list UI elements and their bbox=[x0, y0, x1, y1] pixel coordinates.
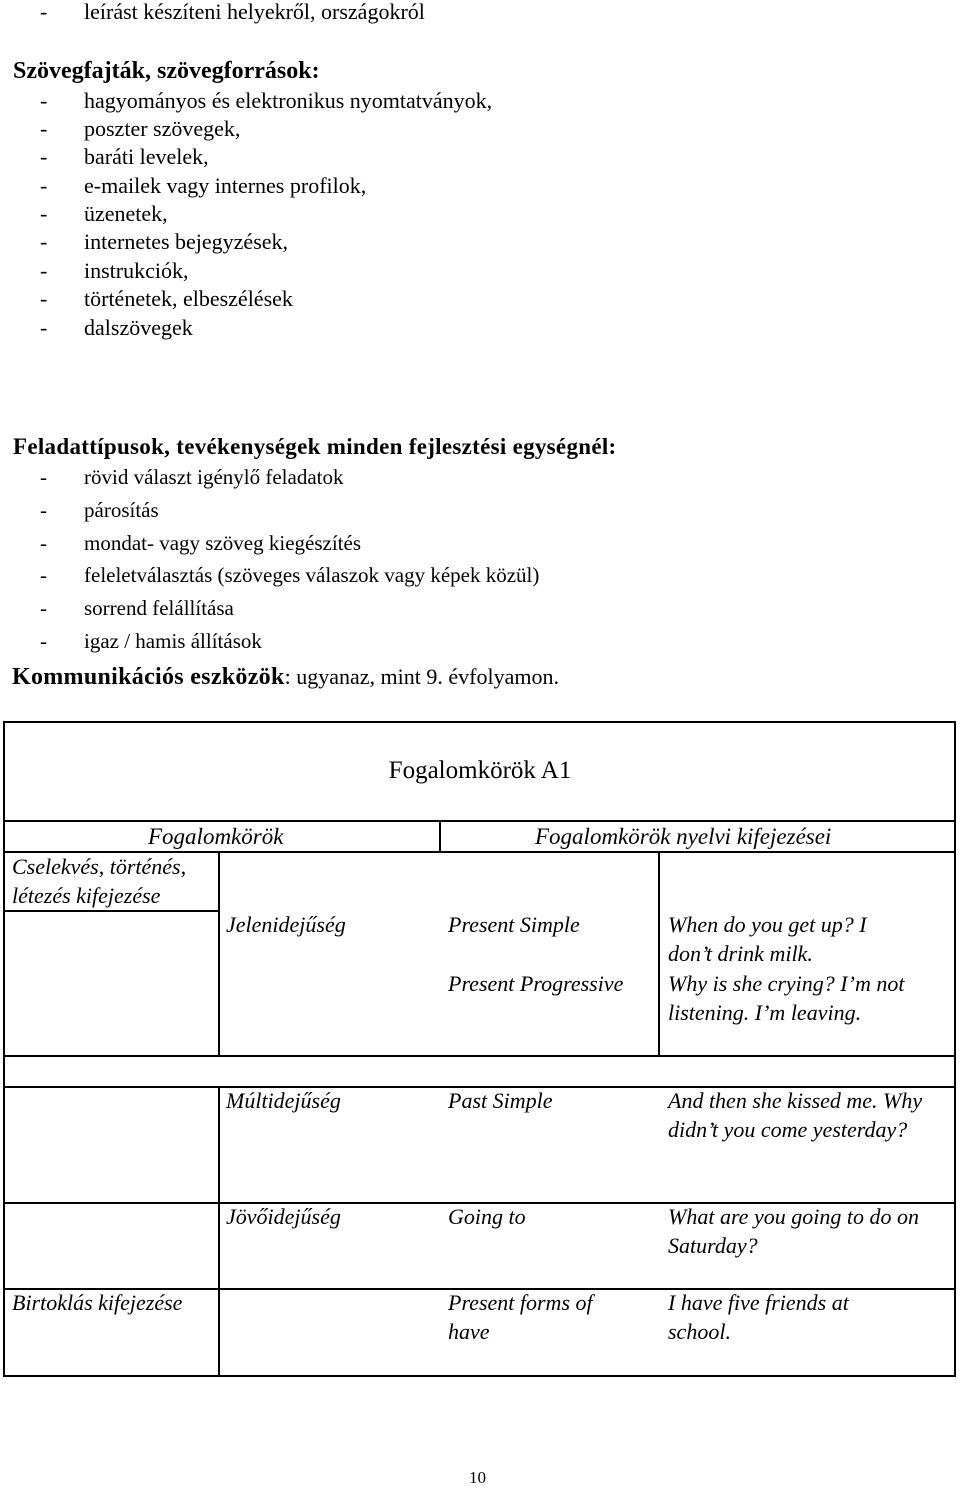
table-grid-line bbox=[439, 820, 441, 852]
list-item: - instrukciók, bbox=[40, 258, 189, 283]
list-item: - igaz / hamis állítások bbox=[40, 629, 262, 653]
example-past-simple: And then she kissed me. Why didn’t you come yesterday? bbox=[668, 1088, 923, 1142]
table-border bbox=[3, 721, 956, 723]
table-grid-line bbox=[658, 851, 660, 1057]
form-past-simple: Past Simple bbox=[448, 1088, 553, 1113]
page-number: 10 bbox=[469, 1468, 486, 1487]
communication-rest: : ugyanaz, mint 9. évfolyamon. bbox=[284, 664, 559, 689]
tense-past: Múltidejűség bbox=[226, 1088, 341, 1113]
form-going-to: Going to bbox=[448, 1204, 526, 1229]
table-grid-line bbox=[218, 851, 220, 1057]
example-possession: I have five friends at school. bbox=[668, 1290, 849, 1344]
list-item: - poszter szövegek, bbox=[40, 116, 241, 141]
list-item: - e-mailek vagy internes profilok, bbox=[40, 173, 367, 198]
list-item: - leírást készíteni helyekről, országokról bbox=[40, 0, 425, 24]
communication-label: Kommunikációs eszközök bbox=[12, 664, 285, 690]
category-possession: Birtoklás kifejezése bbox=[12, 1290, 183, 1315]
list-item: - párosítás bbox=[40, 498, 159, 522]
list-item: - dalszövegek bbox=[40, 315, 193, 340]
list-item: - történetek, elbeszélések bbox=[40, 286, 293, 311]
category-action: Cselekvés, történés, létezés kifejezése bbox=[12, 854, 187, 908]
example-present-simple: When do you get up? I don’t drink milk. bbox=[668, 912, 867, 966]
form-present-progressive: Present Progressive bbox=[448, 971, 624, 996]
list-item: - baráti levelek, bbox=[40, 144, 209, 169]
list-item: - sorrend felállítása bbox=[40, 596, 234, 620]
header-expressions: Fogalomkörök nyelvi kifejezései bbox=[535, 824, 832, 849]
tense-future: Jövőidejűség bbox=[226, 1204, 341, 1229]
table-title: Fogalomkörök A1 bbox=[388, 757, 572, 784]
list-item: - mondat- vagy szöveg kiegészítés bbox=[40, 531, 361, 555]
example-present-progressive: Why is she crying? I’m not listening. I’m leaving. bbox=[668, 971, 905, 1025]
table-grid-line bbox=[218, 1088, 220, 1375]
example-going-to: What are you going to do on Saturday? bbox=[668, 1204, 919, 1258]
list-item: - feleletválasztás (szöveges válaszok vagy képek közül) bbox=[40, 563, 540, 587]
tense-present: Jelenidejűség bbox=[226, 912, 346, 937]
section-title-text-types: Szövegfajták, szövegforrások: bbox=[13, 58, 320, 84]
communication-line bbox=[12, 664, 559, 691]
table-grid-line bbox=[3, 910, 219, 912]
list-item: - rövid választ igénylő feladatok bbox=[40, 465, 344, 489]
section-title-task-types: Feladattípusok, tevékenységek minden fejlesztési egységnél: bbox=[13, 434, 617, 459]
form-possession: Present forms of have bbox=[448, 1290, 593, 1344]
list-item: - üzenetek, bbox=[40, 201, 168, 226]
table-grid-line bbox=[3, 820, 956, 822]
list-item: - internetes bejegyzések, bbox=[40, 229, 289, 254]
header-concepts: Fogalomkörök bbox=[148, 824, 284, 849]
form-present-simple: Present Simple bbox=[448, 912, 580, 937]
table-border bbox=[3, 1375, 956, 1377]
list-item: - hagyományos és elektronikus nyomtatványok, bbox=[40, 88, 493, 113]
table-grid-line bbox=[3, 1055, 956, 1057]
